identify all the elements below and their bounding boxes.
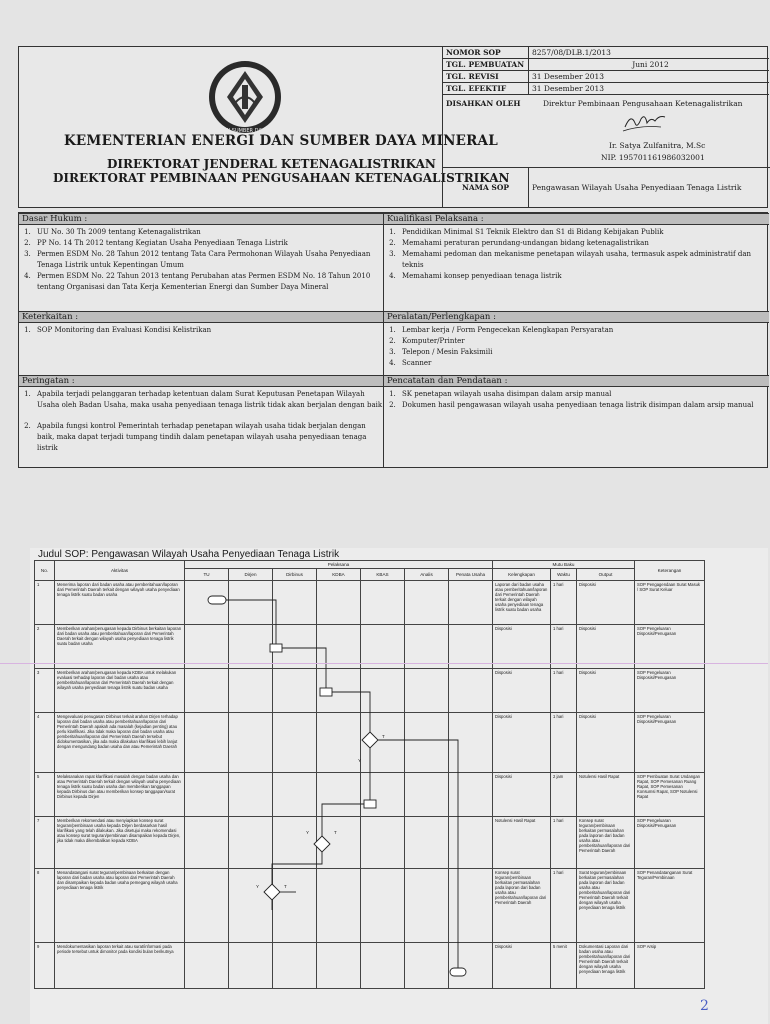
disahkan-label: DISAHKAN OLEH xyxy=(446,99,521,108)
flow-table xyxy=(34,560,705,989)
row-keterangan: SOP Penandatanganan Surat Teguran/Pembinaan xyxy=(635,869,705,943)
row-no: 2 xyxy=(35,625,55,669)
meta-key: TGL. EFEKTIF xyxy=(443,83,529,94)
flow-label-y: Y xyxy=(358,758,362,763)
row-waktu: 1 hari xyxy=(551,669,577,713)
row-aktivitas: Menandatangani surat teguran/pembinaan berkaitan dengan laporan dari badan usaha atau laporan dari Pemerintah Daerah dan disampaikan kepada badan usaha pemegang wilayah usaha penyediaan tenaga listrik xyxy=(55,869,185,943)
peralatan-list xyxy=(384,323,769,375)
peralatan-heading: Peralatan/Perlengkapan : xyxy=(384,311,769,323)
row-aktivitas: Memberikan arahan/penugasan kepada KDBA untuk melakukan evaluasi terhadap laporan dari badan usaha atau pemberitahuan/laporan dari Pemerintah Daerah terkait dengan wilayah usaha penyediaan tenaga listrik suatu badan usaha xyxy=(55,669,185,713)
list-item: 3. Telepon / Mesin Faksimili xyxy=(398,347,769,358)
sop-meta-table xyxy=(442,47,769,207)
row-kelengkapan: Laporan dari badan usaha atau pemberitahuan/laporan dari Pemerintah Daerah terkait dengan wilayah usaha penyediaan tenaga listrik suatu badan usaha xyxy=(493,581,551,625)
row-no: 8 xyxy=(35,869,55,943)
col-waktu: Waktu xyxy=(551,569,577,581)
list-item: 1. Pendidikan Minimal S1 Teknik Elektro dan S1 di Bidang Kebijakan Publik xyxy=(398,227,769,238)
row-kelengkapan: Disposisi xyxy=(493,943,551,989)
table-row xyxy=(35,817,705,869)
row-kelengkapan: Disposisi xyxy=(493,625,551,669)
approval-block xyxy=(529,99,770,165)
list-item: 2. Komputer/Printer xyxy=(398,336,769,347)
table-row xyxy=(35,869,705,943)
logo-text: ENERGI DAN SUMBER DAYA MINERAL xyxy=(198,128,292,134)
list-item: 2. PP No. 14 Th 2012 tentang Kegiatan Usaha Penyediaan Tenaga Listrik xyxy=(33,238,383,249)
row-kelengkapan: Disposisi xyxy=(493,713,551,773)
list-item: 1. SOP Monitoring dan Evaluasi Kondisi Kelistrikan xyxy=(33,325,383,336)
row-output: Disposisi xyxy=(577,581,635,625)
actor-tu: TU xyxy=(185,569,229,581)
flow-label-t: T xyxy=(382,734,385,739)
row-no: 1 xyxy=(35,581,55,625)
actor-dirjen: Dirjen xyxy=(229,569,273,581)
kualifikasi-list xyxy=(384,225,769,311)
pencatatan-list xyxy=(384,387,769,411)
col-keterangan: Keterangan xyxy=(635,561,705,581)
row-waktu: 1 hari xyxy=(551,625,577,669)
dirjen-name: DIREKTORAT JENDERAL KETENAGALISTRIKAN xyxy=(107,157,436,171)
table-row xyxy=(35,773,705,817)
row-no: 7 xyxy=(35,817,55,869)
meta-value: 31 Desember 2013 xyxy=(532,72,605,81)
list-item: 1. UU No. 30 Th 2009 tentang Ketenagalistrikan xyxy=(33,227,383,238)
list-item: 2. Dokumen hasil pengawasan wilayah usaha penyediaan tenaga listrik disimpan dalam arsip manual xyxy=(398,400,769,411)
meta-row-efektif xyxy=(443,83,769,95)
row-kelengkapan: Disposisi xyxy=(493,669,551,713)
keterkaitan-heading: Keterkaitan : xyxy=(19,311,383,323)
row-no: 5 xyxy=(35,773,55,817)
col-output: Output xyxy=(577,569,635,581)
signature-icon xyxy=(621,111,667,133)
row-keterangan: SOP Pengeluaran Disposisi/Penugasan xyxy=(635,669,705,713)
flow-label-y: Y xyxy=(306,830,310,835)
actor-kdba: KDBA xyxy=(317,569,361,581)
actor-analis: Analis xyxy=(405,569,449,581)
scan-divider-line xyxy=(0,663,768,664)
peringatan-heading: Peringatan : xyxy=(19,375,383,387)
actor-kbas: KBAS xyxy=(361,569,405,581)
info-right-column xyxy=(384,213,769,467)
flow-label-t: T xyxy=(334,830,337,835)
sop-info-block xyxy=(18,212,768,468)
flow-label-t: T xyxy=(284,884,287,889)
row-waktu: 1 hari xyxy=(551,869,577,943)
row-waktu: 5 menit xyxy=(551,943,577,989)
pencatatan-heading: Pencatatan dan Pendataan : xyxy=(384,375,769,387)
info-left-column xyxy=(19,213,384,467)
row-keterangan: SOP Arsip xyxy=(635,943,705,989)
row-waktu: 1 hari xyxy=(551,817,577,869)
direktorat-name: DIREKTORAT PEMBINAAN PENGUSAHAAN KETENAGALISTRIKAN xyxy=(53,171,510,185)
row-keterangan: SOP Pembuatan Surat Undangan Rapat, SOP Pemesanan Ruang Rapat, SOP Pemesanan Konsumsi Rapat, SOP Notulensi Rapat xyxy=(635,773,705,817)
meta-key: TGL. REVISI xyxy=(443,71,529,82)
row-waktu: 2 jam xyxy=(551,773,577,817)
flow-title: Judul SOP: Pengawasan Wilayah Usaha Penyediaan Tenaga Listrik xyxy=(38,549,340,560)
col-aktivitas: Aktivitas xyxy=(55,561,185,581)
row-output: Dokumentasi Laporan dari badan usaha atau pemberitahuan/laporan dari Pemerintah Daerah terkait dengan wilayah usaha penyediaan tenaga listrik xyxy=(577,943,635,989)
col-no: No. xyxy=(35,561,55,581)
row-output: Notulensi Hasil Rapat xyxy=(577,773,635,817)
row-aktivitas: Memberikan rekomendasi atau menyiapkan konsep surat teguran/pembinaan usaha kepada Dirjen berdasarkan hasil klarifikasi yang telah dilakukan. Jika disetujui maka rekomendasi atau konsep surat teguran/pembinaan disampaikan kepada Dirjen, jika tidak maka dikembalikan kepada KDBA xyxy=(55,817,185,869)
page-number-mark: 2 xyxy=(700,998,709,1014)
row-no: 3 xyxy=(35,669,55,713)
meta-row-pembuatan xyxy=(443,59,769,71)
row-output: Konsep surat teguran/pembinaan berkaitan permasalahan pada laporan dari badan usaha atau pemberitahuan/laporan dari Pemerintah Daerah xyxy=(577,817,635,869)
flow-label-y: Y xyxy=(256,884,260,889)
row-keterangan: SOP Pengeluaran Disposisi/Penugasan xyxy=(635,713,705,773)
nama-sop-label: NAMA SOP xyxy=(443,168,529,207)
peringatan-list xyxy=(19,387,383,454)
ministry-logo xyxy=(198,57,292,137)
row-kelengkapan: Konsep surat teguran/pembinaan berkaitan permasalahan pada laporan dari badan usaha atau pemberitahuan/laporan dari Pemerintah Daerah xyxy=(493,869,551,943)
row-aktivitas: Mengevaluasi penugasan Dirbinus terkait arahan Dirjen terhadap laporan dari badan usaha atau pemberitahuan/laporan dari Pemerintah Daerah apakah ada masalah (kejadian penting) atau perlu klarifikasi. Jika tidak maka laporan dari badan usaha atau pemberitahuan/laporan dari Pemerintah Daerah tersebut didokumentasikan, jika ada maka dilakukan klarifikasi lebih lanjut dengan mengundang badan usaha dan atau Pemerintah Daerah xyxy=(55,713,185,773)
row-no: 9 xyxy=(35,943,55,989)
keterkaitan-list xyxy=(19,323,383,375)
row-aktivitas: Melaksanakan rapat klarifikasi masalah dengan badan usaha dan atau Pemerintah Daerah terkait dengan wilayah usaha penyediaan tenaga listrik suatu badan usaha dan memberikan tanggapan kepada Dirbinus dan atau memberikan konsep tanggapan/surat Dirbinus kepada Dirjen xyxy=(55,773,185,817)
row-kelengkapan: Notulensi Hasil Rapat xyxy=(493,817,551,869)
meta-value: Juni 2012 xyxy=(632,60,669,69)
list-item: 1. Lembar kerja / Form Pengecekan Kelengkapan Persyaratan xyxy=(398,325,769,336)
list-item: 4. Permen ESDM No. 22 Tahun 2013 tentang Perubahan atas Permen ESDM No. 18 Tahun 2010 tentang Organisasi dan Tata Kerja Kementerian Energi dan Sumber Daya Mineral xyxy=(33,271,383,293)
row-aktivitas: Memberikan arahan/penugasan kepada Dirbinus berkaitan laporan dari badan usaha atau pemberitahuan/laporan dari Pemerintah Daerah terkait dengan wilayah usaha penyediaan tenaga listrik suatu badan usaha xyxy=(55,625,185,669)
list-item: 1. Apabila terjadi pelanggaran terhadap ketentuan dalam Surat Keputusan Penetapan Wilayah Usaha oleh Badan Usaha, maka usaha penyediaan tenaga listrik tidak akan berjalan dengan baik xyxy=(33,389,383,411)
row-waktu: 1 hari xyxy=(551,713,577,773)
sop-header xyxy=(18,46,768,208)
meta-key: TGL. PEMBUATAN xyxy=(443,59,529,70)
row-output: Surat teguran/pembinaan berkaitan permasalahan pada laporan dari badan usaha atau pemberitahuan/laporan dari Pemerintah Daerah terkait dengan wilayah usaha penyediaan tenaga listrik xyxy=(577,869,635,943)
col-kelengkapan: Kelengkapan xyxy=(493,569,551,581)
row-no: 4 xyxy=(35,713,55,773)
meta-row-nomor xyxy=(443,47,769,59)
actor-penata-usaha: Penata Usaha xyxy=(449,569,493,581)
meta-value: 31 Desember 2013 xyxy=(532,84,605,93)
dasar-hukum-heading: Dasar Hukum : xyxy=(19,213,383,225)
row-output: Disposisi xyxy=(577,625,635,669)
approver-title: Direktur Pembinaan Pengusahaan Ketenagalistrikan xyxy=(543,99,743,108)
row-keterangan: SOP Pengagendaan Surat Masuk / SOP Surat Keluar xyxy=(635,581,705,625)
meta-row-revisi xyxy=(443,71,769,83)
table-row xyxy=(35,669,705,713)
dasar-hukum-list xyxy=(19,225,383,311)
col-pelaksana: Pelaksana xyxy=(185,561,493,569)
list-item: 1. SK penetapan wilayah usaha disimpan dalam arsip manual xyxy=(398,389,769,400)
table-row xyxy=(35,943,705,989)
list-item: 2. Memahami peraturan perundang-undangan bidang ketenagalistrikan xyxy=(398,238,769,249)
nama-sop-value: Pengawasan Wilayah Usaha Penyediaan Tenaga Listrik xyxy=(532,183,742,192)
sop-name-row xyxy=(443,167,770,207)
table-row xyxy=(35,625,705,669)
row-waktu: 1 hari xyxy=(551,581,577,625)
table-row xyxy=(35,581,705,625)
row-keterangan: SOP Pengeluaran Disposisi/Penugasan xyxy=(635,817,705,869)
list-item: 4. Memahami konsep penyediaan tenaga listrik xyxy=(398,271,769,282)
kualifikasi-heading: Kualifikasi Pelaksana : xyxy=(384,213,769,225)
row-output: Disposisi xyxy=(577,713,635,773)
signer-nip: NIP. 195701161986032001 xyxy=(601,153,705,162)
row-output: Disposisi xyxy=(577,669,635,713)
actor-dirbinus: Dirbinus xyxy=(273,569,317,581)
ministry-name: KEMENTERIAN ENERGI DAN SUMBER DAYA MINERAL xyxy=(64,133,498,149)
meta-value: 8257/08/DLB.1/2013 xyxy=(532,48,611,57)
row-kelengkapan: Disposisi xyxy=(493,773,551,817)
signer-name: Ir. Satya Zulfanitra, M.Sc xyxy=(609,141,706,150)
row-aktivitas: Mendokumentasikan laporan terkait atau surat/informasi pada periode tersebut untuk dimonitor pada kondisi bulan berikutnya xyxy=(55,943,185,989)
col-mutu: Mutu Baku xyxy=(493,561,635,569)
table-row xyxy=(35,713,705,773)
meta-key: NOMOR SOP xyxy=(443,47,529,58)
list-item: 3. Permen ESDM No. 28 Tahun 2012 tentang Tata Cara Permohonan Wilayah Usaha Penyediaan Tenaga Listrik untuk Kepentingan Umum xyxy=(33,249,383,271)
list-item: 2. Apabila fungsi kontrol Pemerintah terhadap penetapan wilayah usaha tidak berjalan dengan baik, maka dapat terjadi tumpang tindih dalam penetapan wilayah usaha penyediaan tenaga listrik xyxy=(33,421,383,454)
list-item: 4. Scanner xyxy=(398,358,769,369)
list-item: 3. Memahami pedoman dan mekanisme penetapan wilayah usaha, termasuk aspek administratif dan teknis xyxy=(398,249,769,271)
row-aktivitas: Menerima laporan dari badan usaha atau pemberitahuan/laporan dari Pemerintah Daerah terkait dengan wilayah usaha penyediaan tenaga listrik suatu badan usaha xyxy=(55,581,185,625)
row-keterangan: SOP Pengeluaran Disposisi/Penugasan xyxy=(635,625,705,669)
